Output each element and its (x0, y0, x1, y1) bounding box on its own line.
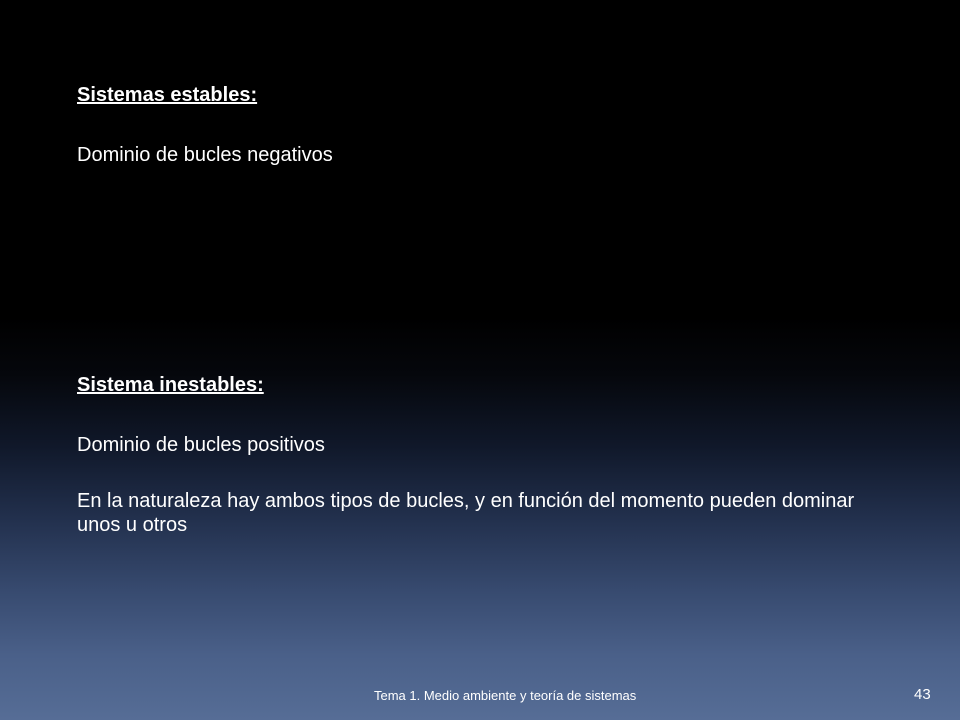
unstable-systems-heading: Sistema inestables: (77, 374, 264, 396)
slide-number: 43 (914, 686, 931, 703)
unstable-systems-description: Dominio de bucles positivos (77, 434, 325, 456)
slide-footer: Tema 1. Medio ambiente y teoría de sistemas (374, 688, 637, 703)
stable-systems-description: Dominio de bucles negativos (77, 144, 333, 166)
stable-systems-heading: Sistemas estables: (77, 84, 258, 106)
conclusion-paragraph: En la naturaleza hay ambos tipos de bucles, y en función del momento pueden dominar unos u otros (77, 490, 855, 536)
